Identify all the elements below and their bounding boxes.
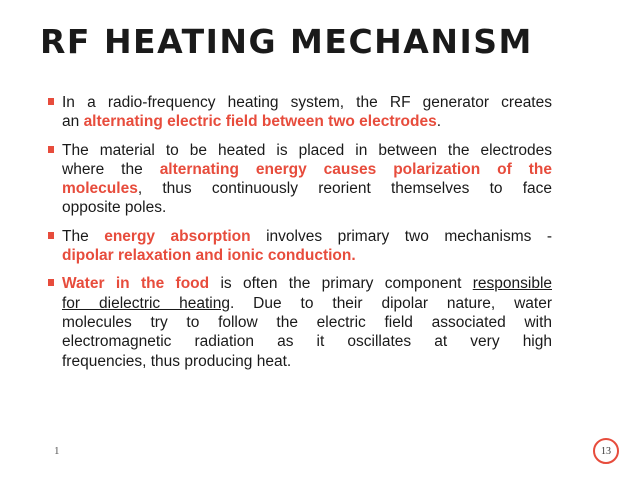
- text-segment: molecules try to follow the electric field associated with: [62, 313, 552, 331]
- bullet-line: [62, 179, 552, 198]
- text-segment: In a radio-frequency heating system, the RF generator creates: [62, 94, 552, 111]
- slide-number: 13: [601, 445, 611, 457]
- text-segment: .: [436, 113, 442, 131]
- bullet-line: [62, 274, 552, 293]
- square-bullet-icon: [48, 232, 54, 239]
- text-segment: The: [62, 227, 105, 245]
- text-segment: frequencies, thus producing heat.: [62, 352, 292, 370]
- square-bullet-icon: [48, 279, 54, 286]
- text-segment: , thus continuously reorient themselves to face: [137, 180, 552, 198]
- highlighted-text: energy absorption: [104, 227, 251, 245]
- highlighted-text: alternating energy causes polarization of the: [159, 160, 552, 178]
- text-segment: electromagnetic radiation as it oscillates at very high: [62, 333, 552, 351]
- highlighted-text: molecules: [62, 180, 138, 198]
- highlighted-text: alternating electric field between two electrodes: [83, 113, 437, 131]
- bullet-item: [48, 227, 552, 266]
- underlined-text: responsible: [472, 275, 552, 293]
- slide-title: RF HEATING MECHANISM: [40, 22, 533, 61]
- text-segment: The material to be heated is placed in between the electrodes: [62, 141, 552, 159]
- bullet-item: [48, 141, 552, 218]
- text-segment: where the: [62, 160, 160, 178]
- text-segment: is often the primary component: [209, 275, 473, 293]
- bullet-item: [48, 93, 552, 132]
- bullet-list: [48, 93, 552, 380]
- bullet-line: [62, 332, 552, 351]
- bullet-line: [62, 93, 552, 112]
- bullet-line: [62, 313, 552, 332]
- highlighted-text: dipolar relaxation and ionic conduction.: [62, 247, 356, 265]
- underlined-text: for dielectric heating: [62, 294, 230, 312]
- square-bullet-icon: [48, 146, 54, 153]
- page-number: 1: [54, 445, 60, 457]
- bullet-line: [62, 198, 552, 217]
- bullet-line: [62, 141, 552, 160]
- bullet-line: [62, 352, 552, 371]
- bullet-line: [62, 160, 552, 179]
- highlighted-text: Water in the food: [62, 275, 210, 293]
- bullet-line: [62, 246, 552, 265]
- text-segment: involves primary two mechanisms -: [250, 227, 552, 245]
- slide-number-badge: [593, 438, 619, 464]
- text-segment: an: [62, 113, 84, 131]
- bullet-item: [48, 274, 552, 370]
- bullet-line: [62, 294, 552, 313]
- text-segment: opposite poles.: [62, 199, 167, 217]
- square-bullet-icon: [48, 98, 54, 105]
- bullet-line: [62, 227, 552, 246]
- bullet-line: [62, 112, 552, 131]
- text-segment: . Due to their dipolar nature, water: [229, 294, 552, 312]
